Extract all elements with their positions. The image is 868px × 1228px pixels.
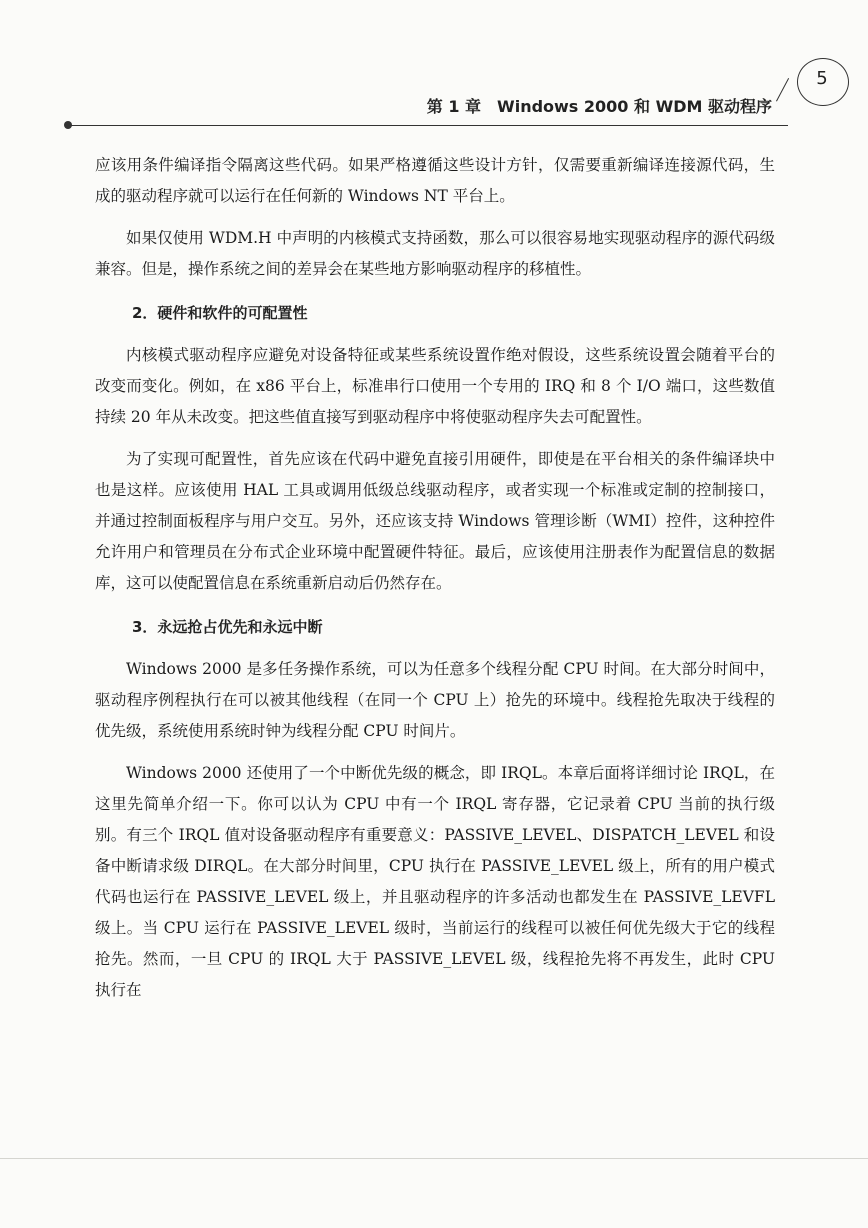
running-header (0, 0, 868, 135)
header-rule (68, 125, 788, 126)
paragraph: Windows 2000 是多任务操作系统，可以为任意多个线程分配 CPU 时间。在大部分时间中，驱动程序例程执行在可以被其他线程（在同一个 CPU 上）抢先的环境中。线程抢先取决于线程的优先级，系统使用系统时钟为线程分配 CPU 时间片。 (95, 660, 775, 740)
section-heading: 3．永远抢占优先和永远中断 (132, 618, 323, 636)
page-bottom-edge (0, 1158, 868, 1159)
paragraph: 如果仅使用 WDM.H 中声明的内核模式支持函数，那么可以很容易地实现驱动程序的源代码级兼容。但是，操作系统之间的差异会在某些地方影响驱动程序的移植性。 (95, 229, 775, 278)
header-diagonal-rule (776, 78, 789, 101)
paragraph: 应该用条件编译指令隔离这些代码。如果严格遵循这些设计方针，仅需要重新编译连接源代码，生成的驱动程序就可以运行在任何新的 Windows NT 平台上。 (95, 156, 775, 205)
page-body (95, 150, 775, 1006)
page-number: 5 (816, 68, 828, 89)
paragraph: Windows 2000 还使用了一个中断优先级的概念，即 IRQL。本章后面将详细讨论 IRQL，在这里先简单介绍一下。你可以认为 CPU 中有一个 IRQL 寄存器，它记录着 CPU 当前的执行级别。有三个 IRQL 值对设备驱动程序有重要意义：PASSIVE_LEVEL、DISPATCH_LEVEL 和设备中断请求级 DIRQL。在大部分时间里，CPU 执行在 PASSIVE_LEVEL 级上，所有的用户模式代码也运行在 PASSIVE_LEVEL 级上，并且驱动程序的许多活动也都发生在 PASSIVE_LEVFL 级上。当 CPU 运行在 PASSIVE_LEVEL 级时，当前运行的线程可以被任何优先级大于它的线程抢先。然而，一旦 CPU 的 IRQL 大于 PASSIVE_LEVEL 级，线程抢先将不再发生，此时 CPU 执行在 (95, 764, 775, 999)
paragraph: 为了实现可配置性，首先应该在代码中避免直接引用硬件，即使是在平台相关的条件编译块中也是这样。应该使用 HAL 工具或调用低级总线驱动程序，或者实现一个标准或定制的控制接口，并通过控制面板程序与用户交互。另外，还应该支持 Windows 管理诊断（WMI）控件，这种控件允许用户和管理员在分布式企业环境中配置硬件特征。最后，应该使用注册表作为配置信息的数据库，这可以使配置信息在系统重新启动后仍然存在。 (95, 450, 775, 592)
paragraph: 内核模式驱动程序应避免对设备特征或某些系统设置作绝对假设，这些系统设置会随着平台的改变而变化。例如，在 x86 平台上，标准串行口使用一个专用的 IRQ 和 8 个 I/O 端口，这些数值持续 20 年从未改变。把这些值直接写到驱动程序中将使驱动程序失去可配置性。 (95, 346, 775, 426)
header-bullet-dot (64, 121, 72, 129)
chapter-title: 第 1 章 Windows 2000 和 WDM 驱动程序 (426, 97, 772, 116)
section-heading: 2．硬件和软件的可配置性 (132, 304, 308, 322)
